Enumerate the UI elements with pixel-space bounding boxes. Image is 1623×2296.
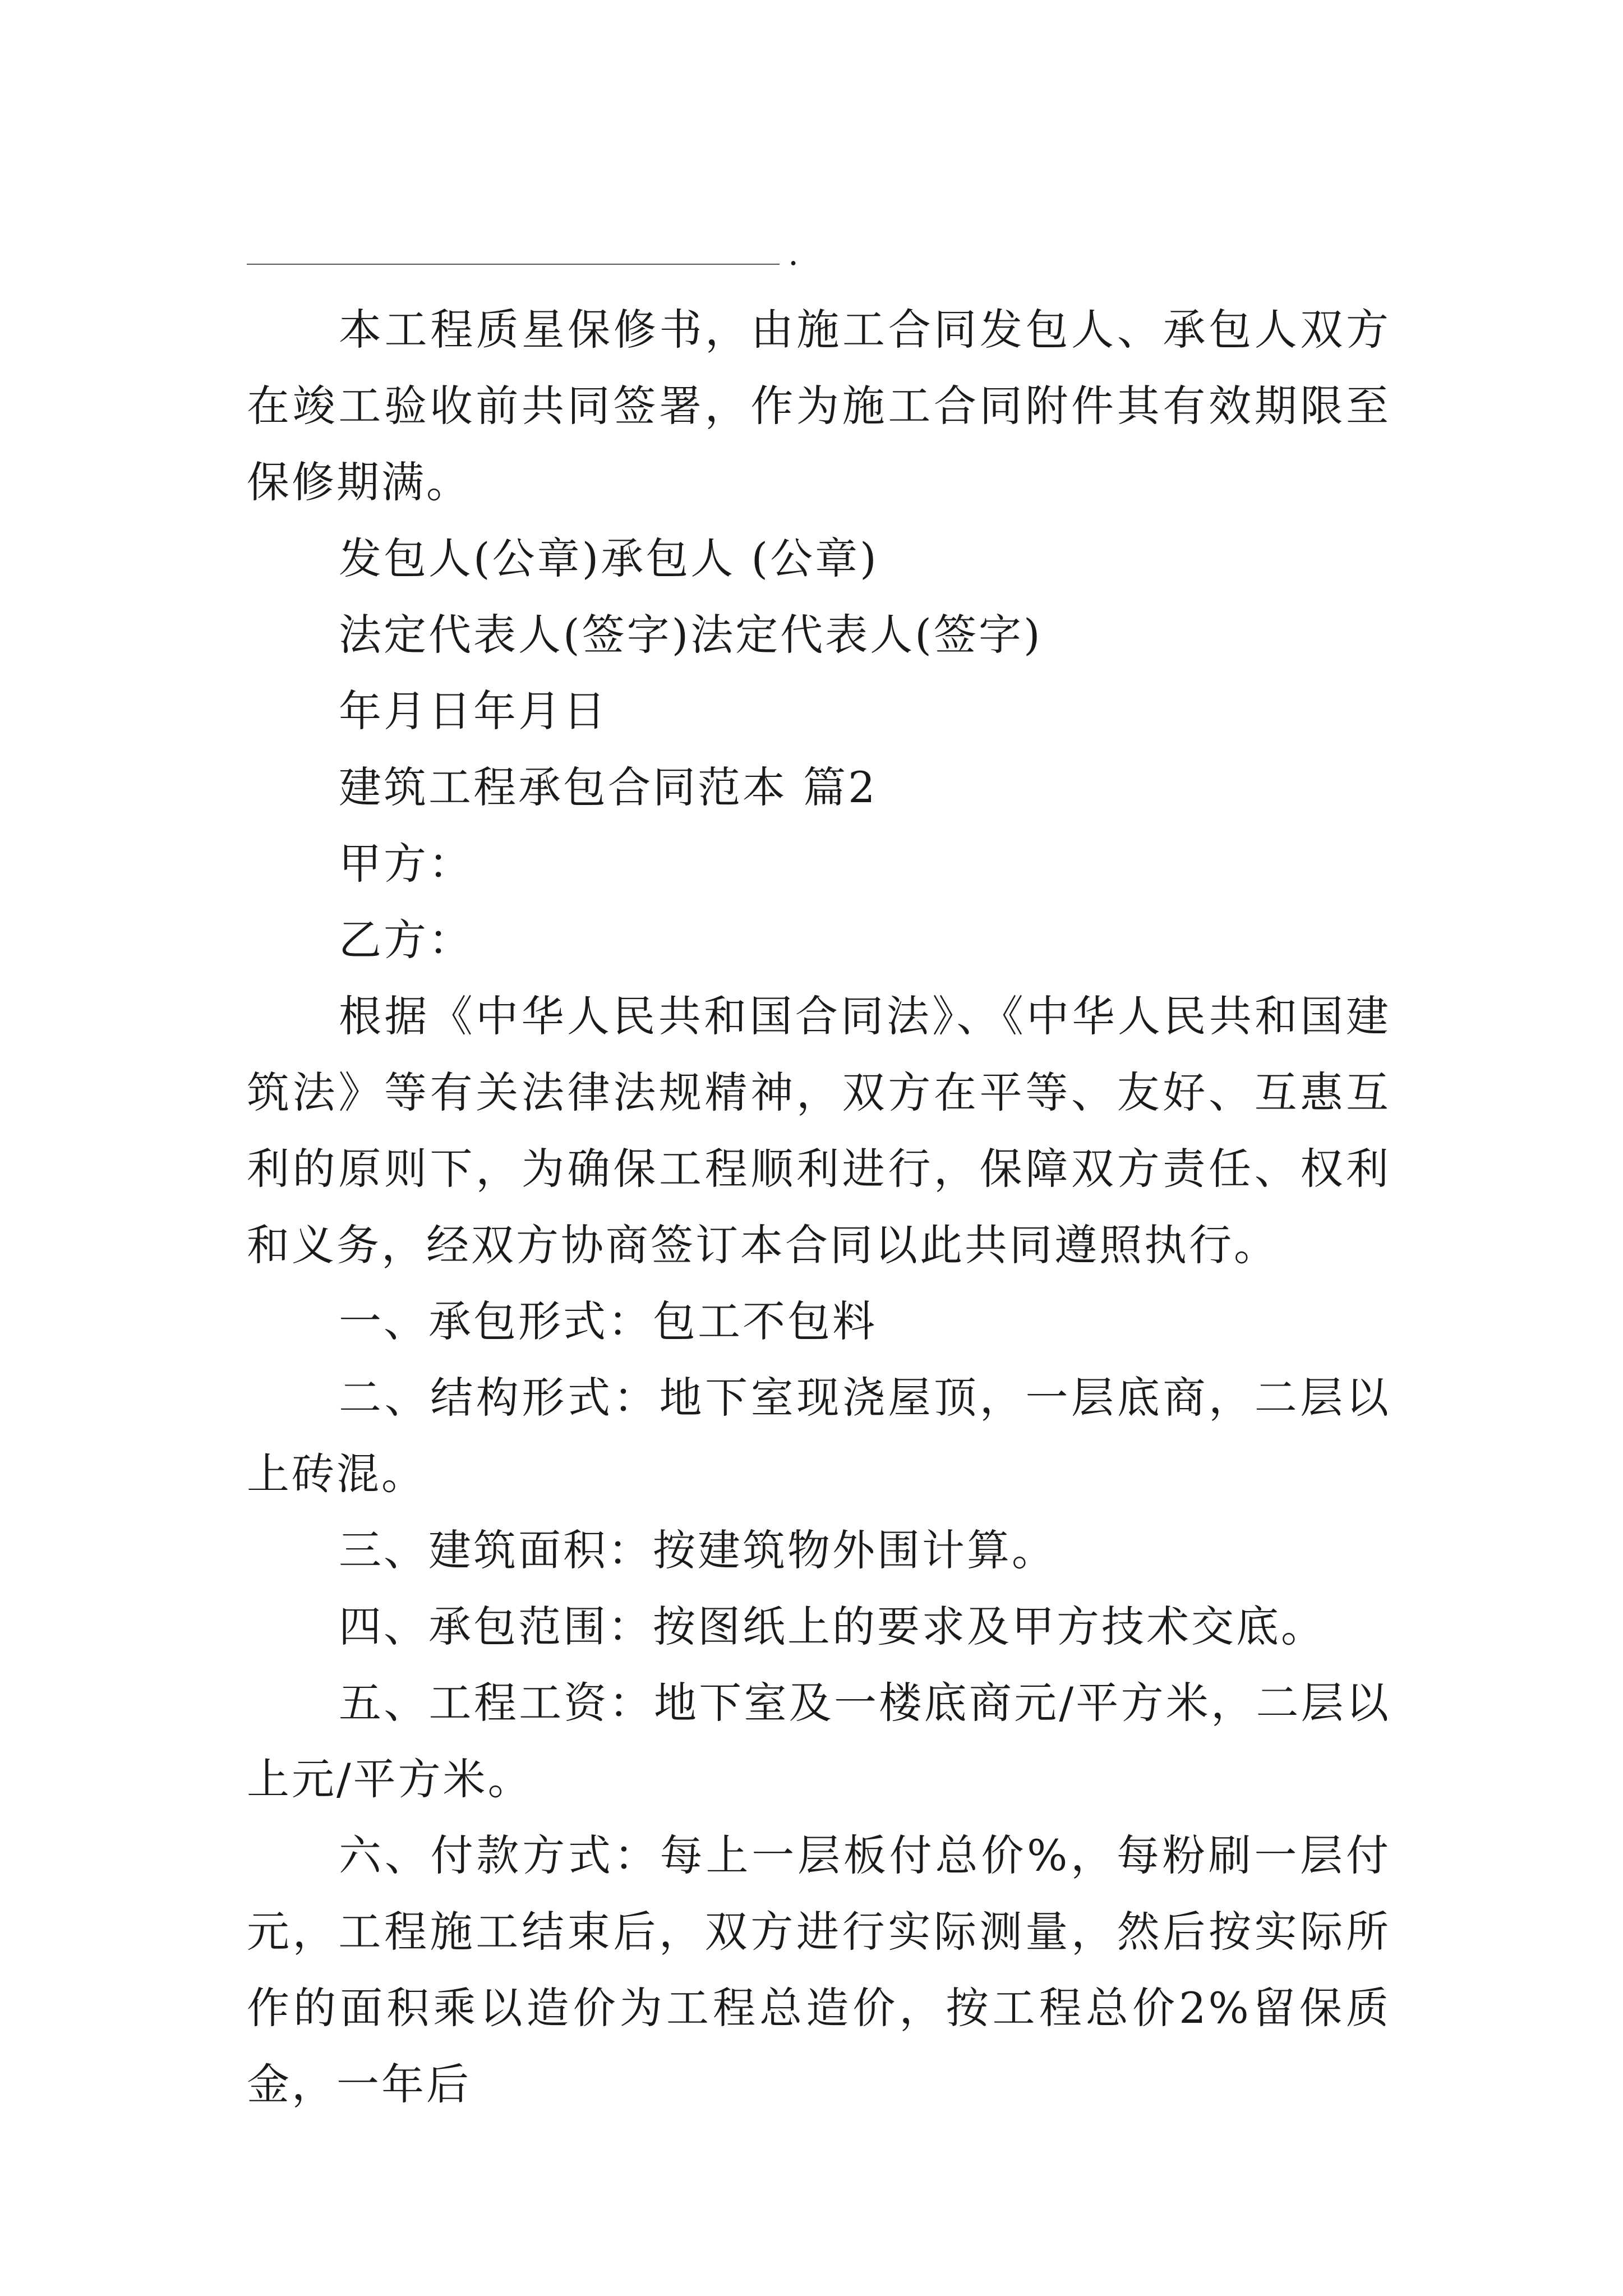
clause-contract-form: 一、承包形式：包工不包料 <box>339 1296 877 1346</box>
paragraph-seal-line: 发包人(公章)承包人 (公章) <box>339 533 879 583</box>
paragraph-date-line: 年月日年月日 <box>339 686 608 736</box>
clause-structure-form: 二、结构形式：地下室现浇屋顶，一层底商，二层以上砖混。 <box>247 1373 1391 1499</box>
paragraph-preamble: 根据《中华人民共和国合同法》、《中华人民共和国建筑法》等有关法律法规精神，双方在平等、友好、互惠互利的原则下，为确保工程顺利进行，保障双方责任、权利和义务，经双方协商签订本合同以此共同遵照执行。 <box>247 991 1391 1270</box>
clause-payment-method: 六、付款方式：每上一层板付总价%，每粉刷一层付元，工程施工结束后，双方进行实际测量，然后按实际所作的面积乘以造价为工程总造价，按工程总价2%留保质金，一年后 <box>247 1830 1391 2109</box>
blank-underline-row <box>247 224 1391 292</box>
paragraph-signature-line: 法定代表人(签字)法定代表人(签字) <box>339 610 1043 660</box>
blank-underline <box>247 264 780 265</box>
document-body <box>247 224 1391 2123</box>
party-b-line: 乙方： <box>339 915 473 965</box>
paragraph-warranty-validity: 本工程质星保修书，由施工合同发包人、承包人双方在竣工验收前共同签署，作为施工合同附件其有效期限至保修期满。 <box>247 305 1391 507</box>
underline-end-dot: . <box>788 234 799 273</box>
clause-wages: 五、工程工资：地下室及一楼底商元/平方米，二层以上元/平方米。 <box>247 1678 1391 1804</box>
party-a-line: 甲方： <box>339 839 473 889</box>
clause-contract-scope: 四、承包范围：按图纸上的要求及甲方技术交底。 <box>339 1602 1326 1651</box>
section-heading: 建筑工程承包合同范本 篇2 <box>339 762 878 812</box>
clause-building-area: 三、建筑面积：按建筑物外围计算。 <box>339 1525 1057 1575</box>
